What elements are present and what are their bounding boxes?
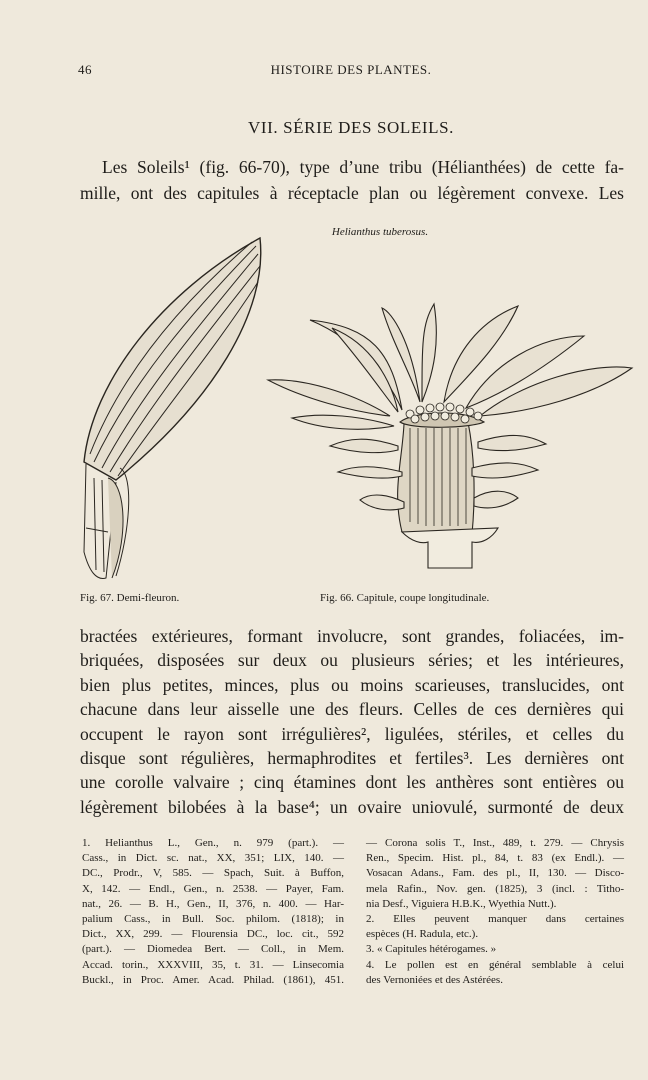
body-line: bractées extérieures, formant involucre, sont grandes, foliacées, im- (80, 626, 624, 646)
footnote-line: 2. Elles peuvent manquer dans certaines (366, 913, 624, 926)
footnote-line: 3. « Capitules hétérogames. » (366, 943, 497, 956)
intro-paragraph (80, 154, 624, 206)
footnote-line: des Vernoniées et des Astérées. (366, 973, 503, 986)
footnote-line: Ren., Specim. Hist. pl., 84, t. 83 (ex Endl.). — (366, 852, 624, 865)
figure-species-label: Helianthus tuberosus. (331, 226, 429, 238)
footnotes-left-column (82, 836, 344, 988)
footnote-line: mela Rafin., Nov. gen. (1825), 3 (incl. : Titho- (366, 882, 624, 895)
page-number: 46 (78, 62, 92, 77)
body-line: chacune dans leur aisselle une des fleurs. Celles de ces dernières qui (80, 699, 624, 720)
footnote-line: Buckl., in Proc. Amer. Acad. Philad. (1861), 451. (82, 973, 344, 986)
intro-line: mille, ont des capitules à réceptacle plan ou légèrement convexe. Les (80, 183, 624, 203)
footnote-line: espèces (H. Radula, etc.). (366, 928, 479, 941)
footnote-line: nat., 26. — B. H., Gen., II, 376, n. 400. — Har- (82, 897, 344, 910)
figure-caption-67: Fig. 67. Demi-fleuron. (80, 592, 180, 604)
footnote-line: Cass., in Dict. sc. nat., XX, 351; LIX, 140. — (82, 852, 344, 865)
section-title: VII. SÉRIE DES SOLEILS. (248, 118, 454, 137)
footnote-line: Accad. torin., XXXVIII, 35, t. 31. — Linsecomia (82, 958, 344, 971)
footnote-line: — Corona solis T., Inst., 489, t. 279. — Chrysis (366, 837, 624, 849)
body-line: disque sont régulières, hermaphrodites et fertiles³. Les dernières ont (80, 748, 624, 769)
footnote-line: palium Cass., in Bull. Soc. philom. (1818); in (82, 913, 344, 926)
body-line: briquées, disposées sur deux ou plusieurs séries; et les intérieures, (80, 650, 624, 671)
body-line: occupent le rayon sont irrégulières², ligulées, stériles, et celles du (80, 723, 624, 744)
footnote-line: nia Desf., Viguiera H.B.K., Wyethia Nutt.). (366, 897, 557, 910)
footnote-line: Vosacan Adans., Fam. des pl., II, 130. — Disco- (366, 867, 624, 880)
running-title: HISTOIRE DES PLANTES. (270, 62, 432, 77)
botanical-engraving (72, 232, 638, 584)
footnote-line: 4. Le pollen est en général semblable à celui (366, 958, 624, 971)
intro-line: Les Soleils¹ (fig. 66-70), type d’une tribu (Hélianthées) de cette fa- (102, 157, 624, 177)
footnote-line: 1. Helianthus L., Gen., n. 979 (part.). — (82, 837, 344, 849)
ray-floret-illustration (84, 238, 261, 578)
body-paragraph (80, 624, 624, 819)
footnote-line: Dict., XX, 299. — Flourensia DC., loc. cit., 592 (82, 928, 344, 941)
body-line: une corolle valvaire ; cinq étamines dont les anthères sont entières ou (80, 772, 624, 793)
footnote-line: DC., Prodr., V, 585. — Spach, Suit. à Buffon, (82, 867, 344, 880)
body-line: légèrement bilobées à la base⁴; un ovaire uniovulé, surmonté de deux (80, 796, 624, 817)
footnote-line: (part.). — Diomedea Bert. — Coll., in Mem. (82, 943, 344, 956)
capitulum-section-illustration (268, 304, 632, 568)
body-line: bien plus petites, minces, plus ou moins scarieuses, translucides, ont (80, 674, 624, 695)
footnotes-right-column (366, 836, 624, 988)
figure-caption-66: Fig. 66. Capitule, coupe longitudinale. (320, 592, 490, 604)
footnote-line: X, 142. — Endl., Gen., n. 2538. — Payer, Fam. (82, 882, 344, 895)
